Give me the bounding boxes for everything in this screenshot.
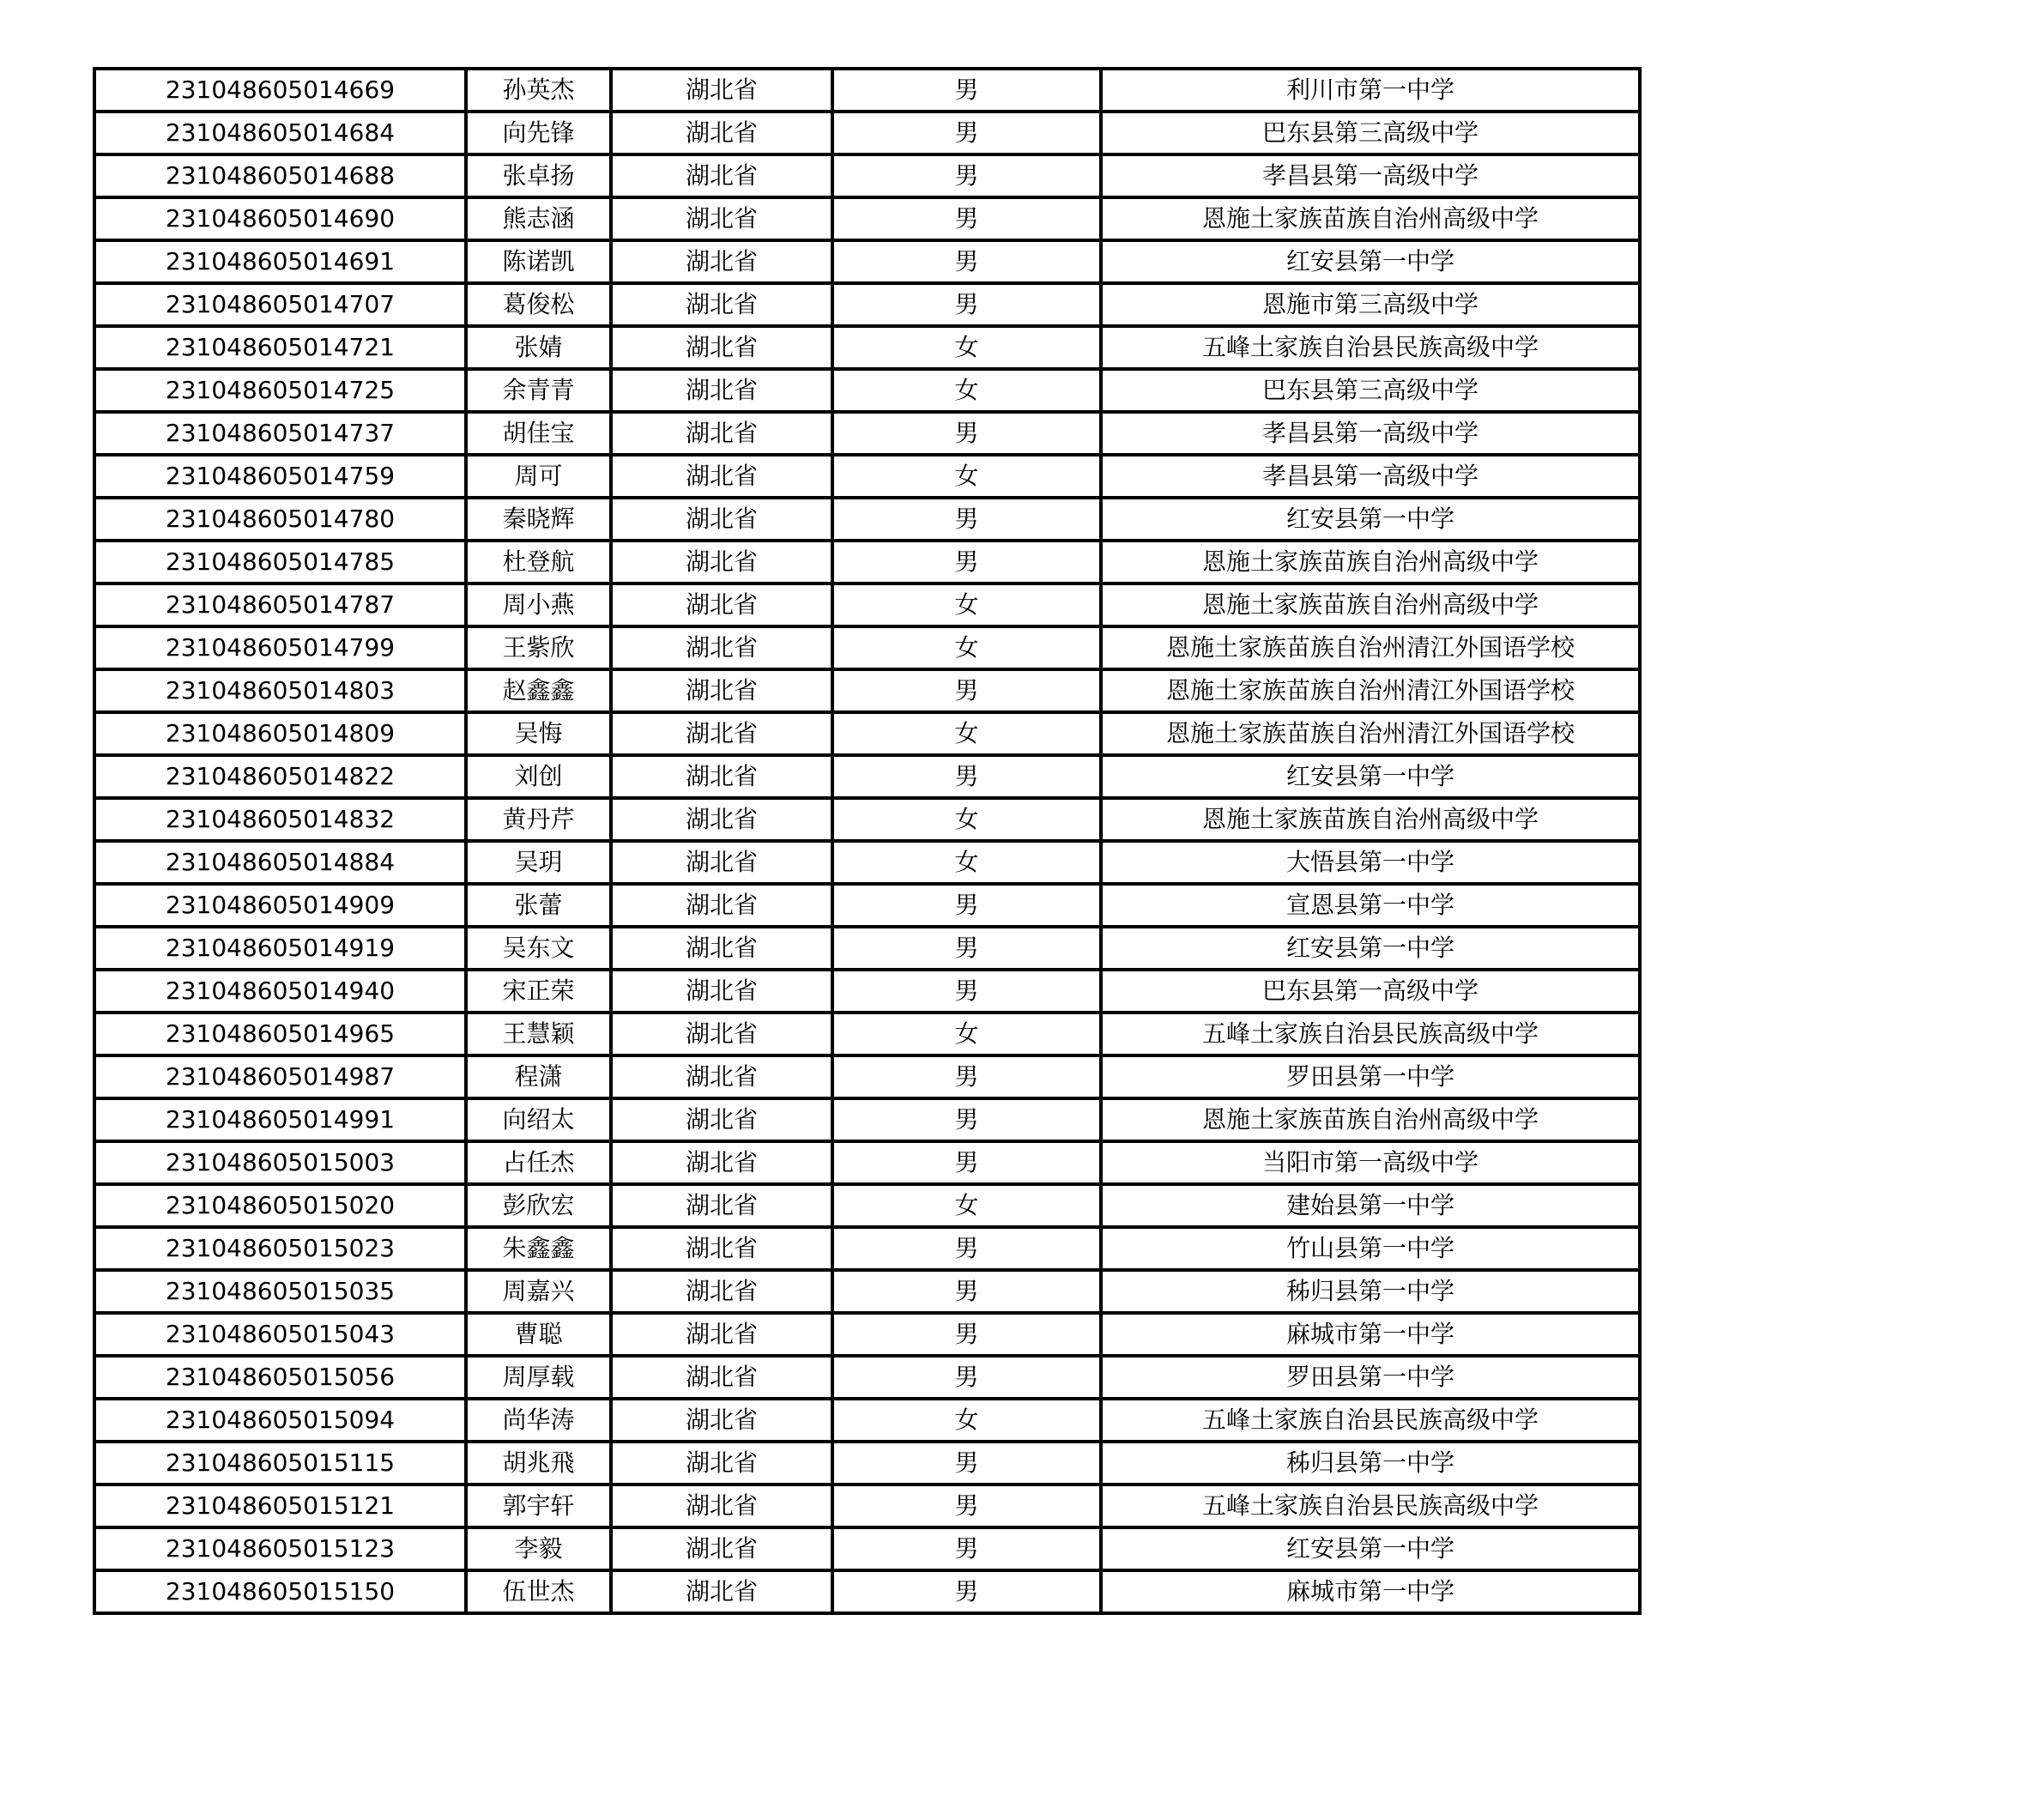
table-row xyxy=(94,1399,1640,1442)
school-cell: 红安县第一中学 xyxy=(1101,1527,1640,1570)
province-cell: 湖北省 xyxy=(611,1227,832,1270)
school-cell: 恩施土家族苗族自治州高级中学 xyxy=(1101,584,1640,626)
province-cell: 湖北省 xyxy=(611,755,832,798)
gender-cell: 男 xyxy=(832,1270,1101,1313)
table-row xyxy=(94,626,1640,669)
table-row xyxy=(94,1098,1640,1141)
school-cell: 麻城市第一中学 xyxy=(1101,1570,1640,1613)
gender-cell: 女 xyxy=(832,626,1101,669)
gender-cell: 女 xyxy=(832,841,1101,884)
gender-cell: 女 xyxy=(832,1013,1101,1055)
school-cell: 恩施土家族苗族自治州清江外国语学校 xyxy=(1101,712,1640,755)
school-cell: 孝昌县第一高级中学 xyxy=(1101,154,1640,197)
student-name-cell: 黄丹芹 xyxy=(466,798,611,841)
student-name-cell: 程潇 xyxy=(466,1055,611,1098)
province-cell: 湖北省 xyxy=(611,541,832,584)
student-id-cell: 231048605014832 xyxy=(94,798,466,841)
gender-cell: 男 xyxy=(832,498,1101,541)
gender-cell: 男 xyxy=(832,1141,1101,1184)
student-id-cell: 231048605014684 xyxy=(94,112,466,154)
student-id-cell: 231048605014822 xyxy=(94,755,466,798)
table-row xyxy=(94,1485,1640,1527)
gender-cell: 女 xyxy=(832,455,1101,498)
student-name-cell: 王慧颖 xyxy=(466,1013,611,1055)
table-row xyxy=(94,240,1640,283)
table-row xyxy=(94,1570,1640,1613)
student-id-cell: 231048605015094 xyxy=(94,1399,466,1442)
gender-cell: 男 xyxy=(832,283,1101,326)
student-name-cell: 向绍太 xyxy=(466,1098,611,1141)
school-cell: 麻城市第一中学 xyxy=(1101,1313,1640,1356)
province-cell: 湖北省 xyxy=(611,154,832,197)
student-id-cell: 231048605015121 xyxy=(94,1485,466,1527)
province-cell: 湖北省 xyxy=(611,498,832,541)
student-id-cell: 231048605015023 xyxy=(94,1227,466,1270)
province-cell: 湖北省 xyxy=(611,240,832,283)
table-row xyxy=(94,841,1640,884)
student-id-cell: 231048605014707 xyxy=(94,283,466,326)
school-cell: 五峰土家族自治县民族高级中学 xyxy=(1101,1399,1640,1442)
gender-cell: 男 xyxy=(832,197,1101,240)
student-id-cell: 231048605014809 xyxy=(94,712,466,755)
gender-cell: 女 xyxy=(832,798,1101,841)
student-id-cell: 231048605014909 xyxy=(94,884,466,927)
table-row xyxy=(94,541,1640,584)
gender-cell: 男 xyxy=(832,755,1101,798)
table-row xyxy=(94,584,1640,626)
province-cell: 湖北省 xyxy=(611,1013,832,1055)
school-cell: 五峰土家族自治县民族高级中学 xyxy=(1101,1013,1640,1055)
student-id-cell: 231048605014737 xyxy=(94,412,466,455)
school-cell: 五峰土家族自治县民族高级中学 xyxy=(1101,1485,1640,1527)
student-name-cell: 吴玥 xyxy=(466,841,611,884)
table-row xyxy=(94,798,1640,841)
school-cell: 巴东县第三高级中学 xyxy=(1101,369,1640,412)
province-cell: 湖北省 xyxy=(611,1098,832,1141)
student-name-cell: 陈诺凯 xyxy=(466,240,611,283)
student-name-cell: 王紫欣 xyxy=(466,626,611,669)
province-cell: 湖北省 xyxy=(611,455,832,498)
province-cell: 湖北省 xyxy=(611,1055,832,1098)
table-row xyxy=(94,326,1640,369)
student-id-cell: 231048605015020 xyxy=(94,1184,466,1227)
student-name-cell: 曹聪 xyxy=(466,1313,611,1356)
gender-cell: 男 xyxy=(832,669,1101,712)
student-name-cell: 周小燕 xyxy=(466,584,611,626)
student-name-cell: 周嘉兴 xyxy=(466,1270,611,1313)
gender-cell: 女 xyxy=(832,1399,1101,1442)
province-cell: 湖北省 xyxy=(611,1270,832,1313)
student-name-cell: 熊志涵 xyxy=(466,197,611,240)
school-cell: 建始县第一中学 xyxy=(1101,1184,1640,1227)
table-row xyxy=(94,1013,1640,1055)
gender-cell: 女 xyxy=(832,712,1101,755)
province-cell: 湖北省 xyxy=(611,798,832,841)
province-cell: 湖北省 xyxy=(611,584,832,626)
province-cell: 湖北省 xyxy=(611,412,832,455)
table-row xyxy=(94,1055,1640,1098)
gender-cell: 男 xyxy=(832,541,1101,584)
table-row xyxy=(94,69,1640,112)
gender-cell: 女 xyxy=(832,369,1101,412)
province-cell: 湖北省 xyxy=(611,626,832,669)
table-row xyxy=(94,498,1640,541)
school-cell: 大悟县第一中学 xyxy=(1101,841,1640,884)
student-id-cell: 231048605015123 xyxy=(94,1527,466,1570)
student-id-cell: 231048605014919 xyxy=(94,927,466,970)
gender-cell: 男 xyxy=(832,1442,1101,1485)
student-name-cell: 吴悔 xyxy=(466,712,611,755)
province-cell: 湖北省 xyxy=(611,197,832,240)
gender-cell: 男 xyxy=(832,1313,1101,1356)
table-row xyxy=(94,1527,1640,1570)
student-name-cell: 秦晓辉 xyxy=(466,498,611,541)
school-cell: 利川市第一中学 xyxy=(1101,69,1640,112)
student-name-cell: 张婧 xyxy=(466,326,611,369)
table-row xyxy=(94,1184,1640,1227)
province-cell: 湖北省 xyxy=(611,669,832,712)
table-row xyxy=(94,669,1640,712)
school-cell: 孝昌县第一高级中学 xyxy=(1101,412,1640,455)
gender-cell: 男 xyxy=(832,412,1101,455)
student-id-cell: 231048605015035 xyxy=(94,1270,466,1313)
province-cell: 湖北省 xyxy=(611,1313,832,1356)
province-cell: 湖北省 xyxy=(611,1184,832,1227)
school-cell: 恩施市第三高级中学 xyxy=(1101,283,1640,326)
school-cell: 红安县第一中学 xyxy=(1101,498,1640,541)
student-id-cell: 231048605014725 xyxy=(94,369,466,412)
student-id-cell: 231048605014991 xyxy=(94,1098,466,1141)
table-row xyxy=(94,755,1640,798)
student-id-cell: 231048605014987 xyxy=(94,1055,466,1098)
student-name-cell: 周可 xyxy=(466,455,611,498)
student-id-cell: 231048605014940 xyxy=(94,970,466,1013)
student-id-cell: 231048605015115 xyxy=(94,1442,466,1485)
province-cell: 湖北省 xyxy=(611,1442,832,1485)
school-cell: 孝昌县第一高级中学 xyxy=(1101,455,1640,498)
student-name-cell: 吴东文 xyxy=(466,927,611,970)
table-row xyxy=(94,1356,1640,1399)
student-name-cell: 孙英杰 xyxy=(466,69,611,112)
student-name-cell: 李毅 xyxy=(466,1527,611,1570)
gender-cell: 男 xyxy=(832,1227,1101,1270)
roster-table-container xyxy=(93,67,1642,1615)
table-row xyxy=(94,154,1640,197)
school-cell: 五峰土家族自治县民族高级中学 xyxy=(1101,326,1640,369)
student-id-cell: 231048605014799 xyxy=(94,626,466,669)
student-id-cell: 231048605014669 xyxy=(94,69,466,112)
gender-cell: 男 xyxy=(832,1055,1101,1098)
student-name-cell: 胡兆飛 xyxy=(466,1442,611,1485)
province-cell: 湖北省 xyxy=(611,1356,832,1399)
gender-cell: 男 xyxy=(832,970,1101,1013)
student-id-cell: 231048605014688 xyxy=(94,154,466,197)
gender-cell: 男 xyxy=(832,69,1101,112)
gender-cell: 男 xyxy=(832,1485,1101,1527)
school-cell: 巴东县第三高级中学 xyxy=(1101,112,1640,154)
table-row xyxy=(94,927,1640,970)
student-id-cell: 231048605015003 xyxy=(94,1141,466,1184)
school-cell: 恩施土家族苗族自治州高级中学 xyxy=(1101,798,1640,841)
gender-cell: 男 xyxy=(832,154,1101,197)
province-cell: 湖北省 xyxy=(611,369,832,412)
school-cell: 秭归县第一中学 xyxy=(1101,1442,1640,1485)
table-row xyxy=(94,712,1640,755)
student-id-cell: 231048605014780 xyxy=(94,498,466,541)
student-name-cell: 郭宇轩 xyxy=(466,1485,611,1527)
table-row xyxy=(94,1227,1640,1270)
table-row xyxy=(94,197,1640,240)
table-row xyxy=(94,884,1640,927)
province-cell: 湖北省 xyxy=(611,283,832,326)
table-row xyxy=(94,455,1640,498)
student-id-cell: 231048605015150 xyxy=(94,1570,466,1613)
roster-table xyxy=(93,67,1642,1615)
school-cell: 罗田县第一中学 xyxy=(1101,1055,1640,1098)
province-cell: 湖北省 xyxy=(611,1399,832,1442)
province-cell: 湖北省 xyxy=(611,69,832,112)
gender-cell: 男 xyxy=(832,927,1101,970)
gender-cell: 男 xyxy=(832,1527,1101,1570)
school-cell: 秭归县第一中学 xyxy=(1101,1270,1640,1313)
table-row xyxy=(94,1270,1640,1313)
province-cell: 湖北省 xyxy=(611,112,832,154)
student-id-cell: 231048605014803 xyxy=(94,669,466,712)
student-name-cell: 伍世杰 xyxy=(466,1570,611,1613)
student-name-cell: 杜登航 xyxy=(466,541,611,584)
table-row xyxy=(94,412,1640,455)
gender-cell: 女 xyxy=(832,584,1101,626)
school-cell: 恩施土家族苗族自治州清江外国语学校 xyxy=(1101,626,1640,669)
school-cell: 红安县第一中学 xyxy=(1101,927,1640,970)
gender-cell: 男 xyxy=(832,884,1101,927)
province-cell: 湖北省 xyxy=(611,326,832,369)
table-row xyxy=(94,283,1640,326)
student-id-cell: 231048605014787 xyxy=(94,584,466,626)
gender-cell: 女 xyxy=(832,326,1101,369)
student-name-cell: 彭欣宏 xyxy=(466,1184,611,1227)
student-id-cell: 231048605014965 xyxy=(94,1013,466,1055)
school-cell: 竹山县第一中学 xyxy=(1101,1227,1640,1270)
school-cell: 巴东县第一高级中学 xyxy=(1101,970,1640,1013)
student-id-cell: 231048605015056 xyxy=(94,1356,466,1399)
school-cell: 恩施土家族苗族自治州高级中学 xyxy=(1101,541,1640,584)
school-cell: 恩施土家族苗族自治州清江外国语学校 xyxy=(1101,669,1640,712)
province-cell: 湖北省 xyxy=(611,1141,832,1184)
table-row xyxy=(94,970,1640,1013)
province-cell: 湖北省 xyxy=(611,712,832,755)
province-cell: 湖北省 xyxy=(611,1570,832,1613)
student-name-cell: 张卓扬 xyxy=(466,154,611,197)
school-cell: 红安县第一中学 xyxy=(1101,755,1640,798)
student-id-cell: 231048605014785 xyxy=(94,541,466,584)
province-cell: 湖北省 xyxy=(611,1527,832,1570)
gender-cell: 男 xyxy=(832,1098,1101,1141)
province-cell: 湖北省 xyxy=(611,970,832,1013)
table-row xyxy=(94,1141,1640,1184)
table-row xyxy=(94,112,1640,154)
table-row xyxy=(94,369,1640,412)
student-name-cell: 朱鑫鑫 xyxy=(466,1227,611,1270)
gender-cell: 男 xyxy=(832,240,1101,283)
student-id-cell: 231048605014721 xyxy=(94,326,466,369)
province-cell: 湖北省 xyxy=(611,884,832,927)
province-cell: 湖北省 xyxy=(611,841,832,884)
table-row xyxy=(94,1442,1640,1485)
school-cell: 红安县第一中学 xyxy=(1101,240,1640,283)
gender-cell: 男 xyxy=(832,1570,1101,1613)
province-cell: 湖北省 xyxy=(611,927,832,970)
student-name-cell: 占任杰 xyxy=(466,1141,611,1184)
table-row xyxy=(94,1313,1640,1356)
school-cell: 宣恩县第一中学 xyxy=(1101,884,1640,927)
gender-cell: 男 xyxy=(832,112,1101,154)
student-id-cell: 231048605014691 xyxy=(94,240,466,283)
gender-cell: 男 xyxy=(832,1356,1101,1399)
school-cell: 当阳市第一高级中学 xyxy=(1101,1141,1640,1184)
student-name-cell: 余青青 xyxy=(466,369,611,412)
student-name-cell: 尚华涛 xyxy=(466,1399,611,1442)
school-cell: 恩施土家族苗族自治州高级中学 xyxy=(1101,1098,1640,1141)
gender-cell: 女 xyxy=(832,1184,1101,1227)
school-cell: 恩施土家族苗族自治州高级中学 xyxy=(1101,197,1640,240)
school-cell: 罗田县第一中学 xyxy=(1101,1356,1640,1399)
student-name-cell: 胡佳宝 xyxy=(466,412,611,455)
student-name-cell: 葛俊松 xyxy=(466,283,611,326)
student-id-cell: 231048605014759 xyxy=(94,455,466,498)
student-name-cell: 张蕾 xyxy=(466,884,611,927)
province-cell: 湖北省 xyxy=(611,1485,832,1527)
student-name-cell: 宋正荣 xyxy=(466,970,611,1013)
roster-table-body xyxy=(94,69,1640,1613)
student-id-cell: 231048605014884 xyxy=(94,841,466,884)
student-name-cell: 向先锋 xyxy=(466,112,611,154)
student-id-cell: 231048605015043 xyxy=(94,1313,466,1356)
student-id-cell: 231048605014690 xyxy=(94,197,466,240)
student-name-cell: 赵鑫鑫 xyxy=(466,669,611,712)
student-name-cell: 周厚载 xyxy=(466,1356,611,1399)
student-name-cell: 刘创 xyxy=(466,755,611,798)
